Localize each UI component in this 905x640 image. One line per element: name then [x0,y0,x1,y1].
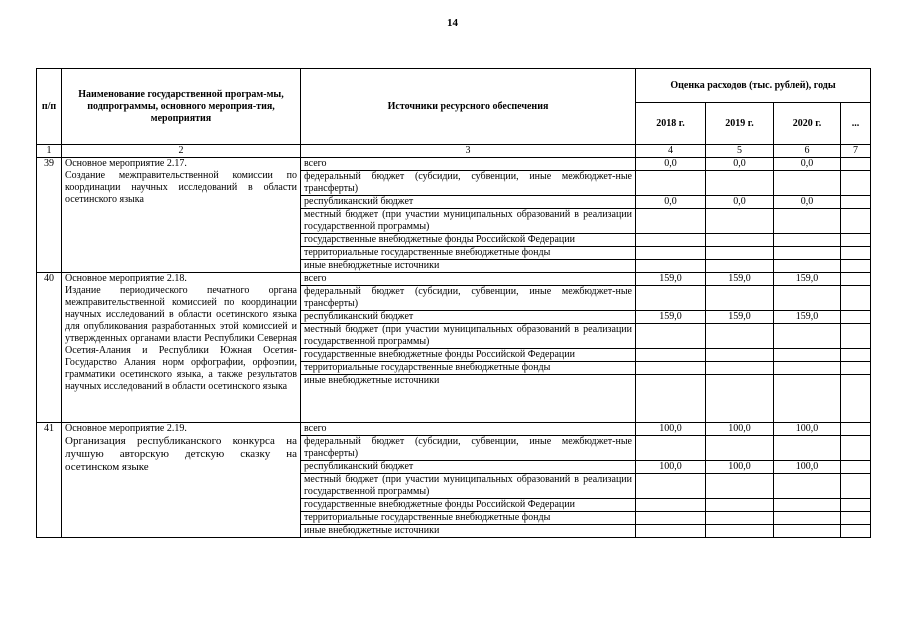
value-cell [636,234,706,247]
value-cell: 100,0 [774,423,841,436]
event-cell [62,423,301,538]
value-cell [706,362,774,375]
column-number: 2 [62,145,301,158]
value-cell [841,474,871,499]
value-cell: 0,0 [706,196,774,209]
header-year: ... [841,103,871,145]
value-cell [841,171,871,196]
header-year: 2020 г. [774,103,841,145]
value-cell [706,499,774,512]
value-cell: 0,0 [636,196,706,209]
value-cell: 0,0 [636,158,706,171]
value-cell: 100,0 [706,423,774,436]
value-cell [774,436,841,461]
value-cell: 159,0 [706,311,774,324]
value-cell [636,286,706,311]
header-year: 2018 г. [636,103,706,145]
value-cell: 159,0 [706,273,774,286]
value-cell [841,362,871,375]
value-cell: 0,0 [706,158,774,171]
value-cell [841,525,871,538]
value-cell [841,247,871,260]
event-description: Организация республиканского конкурса на лучшую авторскую детскую сказку на осетинском языке [65,435,297,473]
source-cell: федеральный бюджет (субсидии, субвенции, иные межбюджет-ные трансферты) [301,286,636,311]
value-cell [841,209,871,234]
table-row [37,158,871,171]
event-description: Создание межправительственной комиссии по координации научных исследований в области осетинского языка [65,170,297,205]
column-number: 7 [841,145,871,158]
header-sources: Источники ресурсного обеспечения [301,69,636,145]
budget-table [36,68,871,538]
value-cell [636,512,706,525]
header-num: п/п [37,69,62,145]
value-cell [774,286,841,311]
value-cell [841,260,871,273]
table-row [37,273,871,286]
source-cell: территориальные государственные внебюджетные фонды [301,247,636,260]
column-number: 5 [706,145,774,158]
value-cell: 0,0 [774,158,841,171]
value-cell [706,286,774,311]
source-cell: местный бюджет (при участии муниципальных образований в реализации государственной программы) [301,209,636,234]
value-cell [841,461,871,474]
event-cell [62,273,301,423]
value-cell [706,171,774,196]
value-cell [636,247,706,260]
value-cell: 0,0 [774,196,841,209]
source-cell: местный бюджет (при участии муниципальных образований в реализации государственной программы) [301,474,636,499]
event-description: Издание периодического печатного органа межправительственной комиссией по координации научных исследований в области осетинского языка для опубликования разработанных этой комиссией и утвержденных органами власти Республики Северная Осетия-Алания и Республики Южная Осетия-Государство Алания норм орфографии, орфоэпии, грамматики осетинского языка, а также результатов научных исследований в области осетинского языка [65,285,297,392]
value-cell: 159,0 [774,311,841,324]
source-cell: республиканский бюджет [301,461,636,474]
source-cell: местный бюджет (при участии муниципальных образований в реализации государственной программы) [301,324,636,349]
value-cell [706,512,774,525]
value-cell [636,209,706,234]
value-cell [706,474,774,499]
value-cell [636,474,706,499]
value-cell [706,209,774,234]
header-costs: Оценка расходов (тыс. рублей), годы [636,69,871,103]
source-cell: федеральный бюджет (субсидии, субвенции, иные межбюджет-ные трансферты) [301,436,636,461]
source-cell: иные внебюджетные источники [301,375,636,423]
value-cell [636,349,706,362]
source-cell: всего [301,158,636,171]
source-cell: государственные внебюджетные фонды Российской Федерации [301,234,636,247]
source-cell: территориальные государственные внебюджетные фонды [301,512,636,525]
value-cell [774,171,841,196]
column-number: 6 [774,145,841,158]
event-group-41 [37,423,871,538]
value-cell [636,260,706,273]
page-number: 14 [447,17,458,29]
value-cell [841,158,871,171]
value-cell [706,436,774,461]
source-cell: республиканский бюджет [301,311,636,324]
value-cell [774,260,841,273]
source-cell: всего [301,273,636,286]
value-cell: 159,0 [636,311,706,324]
value-cell: 100,0 [636,461,706,474]
row-index: 41 [37,423,62,538]
value-cell [774,247,841,260]
header-name: Наименование государственной програм-мы, подпрограммы, основного мероприя-тия, мероприятия [62,69,301,145]
column-number: 3 [301,145,636,158]
value-cell [636,362,706,375]
value-cell [636,171,706,196]
value-cell [774,525,841,538]
value-cell [841,436,871,461]
value-cell [706,247,774,260]
value-cell [841,273,871,286]
value-cell [774,512,841,525]
column-number: 4 [636,145,706,158]
value-cell [706,260,774,273]
value-cell [841,499,871,512]
event-group-39 [37,158,871,273]
source-cell: иные внебюджетные источники [301,525,636,538]
value-cell [636,499,706,512]
value-cell: 100,0 [636,423,706,436]
value-cell [706,375,774,423]
event-group-40 [37,273,871,423]
table-row [37,423,871,436]
value-cell [774,499,841,512]
value-cell [636,375,706,423]
source-cell: иные внебюджетные источники [301,260,636,273]
value-cell: 159,0 [636,273,706,286]
source-cell: территориальные государственные внебюджетные фонды [301,362,636,375]
value-cell [841,512,871,525]
value-cell [636,436,706,461]
column-number: 1 [37,145,62,158]
value-cell [841,234,871,247]
value-cell [706,324,774,349]
value-cell [774,349,841,362]
value-cell [841,196,871,209]
source-cell: федеральный бюджет (субсидии, субвенции, иные межбюджет-ные трансферты) [301,171,636,196]
value-cell [841,324,871,349]
value-cell [774,324,841,349]
value-cell: 100,0 [774,461,841,474]
value-cell [774,375,841,423]
value-cell [841,286,871,311]
value-cell: 159,0 [774,273,841,286]
value-cell [841,375,871,423]
source-cell: государственные внебюджетные фонды Российской Федерации [301,499,636,512]
source-cell: всего [301,423,636,436]
source-cell: государственные внебюджетные фонды Российской Федерации [301,349,636,362]
event-cell [62,158,301,273]
value-cell [636,324,706,349]
value-cell [636,525,706,538]
value-cell [774,362,841,375]
event-title: Основное мероприятие 2.18. [65,273,187,284]
row-index: 40 [37,273,62,423]
value-cell: 100,0 [706,461,774,474]
source-cell: республиканский бюджет [301,196,636,209]
value-cell [841,349,871,362]
event-title: Основное мероприятие 2.19. [65,423,187,434]
value-cell [706,525,774,538]
value-cell [774,209,841,234]
value-cell [841,311,871,324]
value-cell [841,423,871,436]
value-cell [706,234,774,247]
numbering-row [37,145,871,158]
row-index: 39 [37,158,62,273]
value-cell [774,234,841,247]
value-cell [774,474,841,499]
header-year: 2019 г. [706,103,774,145]
value-cell [706,349,774,362]
event-title: Основное мероприятие 2.17. [65,158,187,169]
